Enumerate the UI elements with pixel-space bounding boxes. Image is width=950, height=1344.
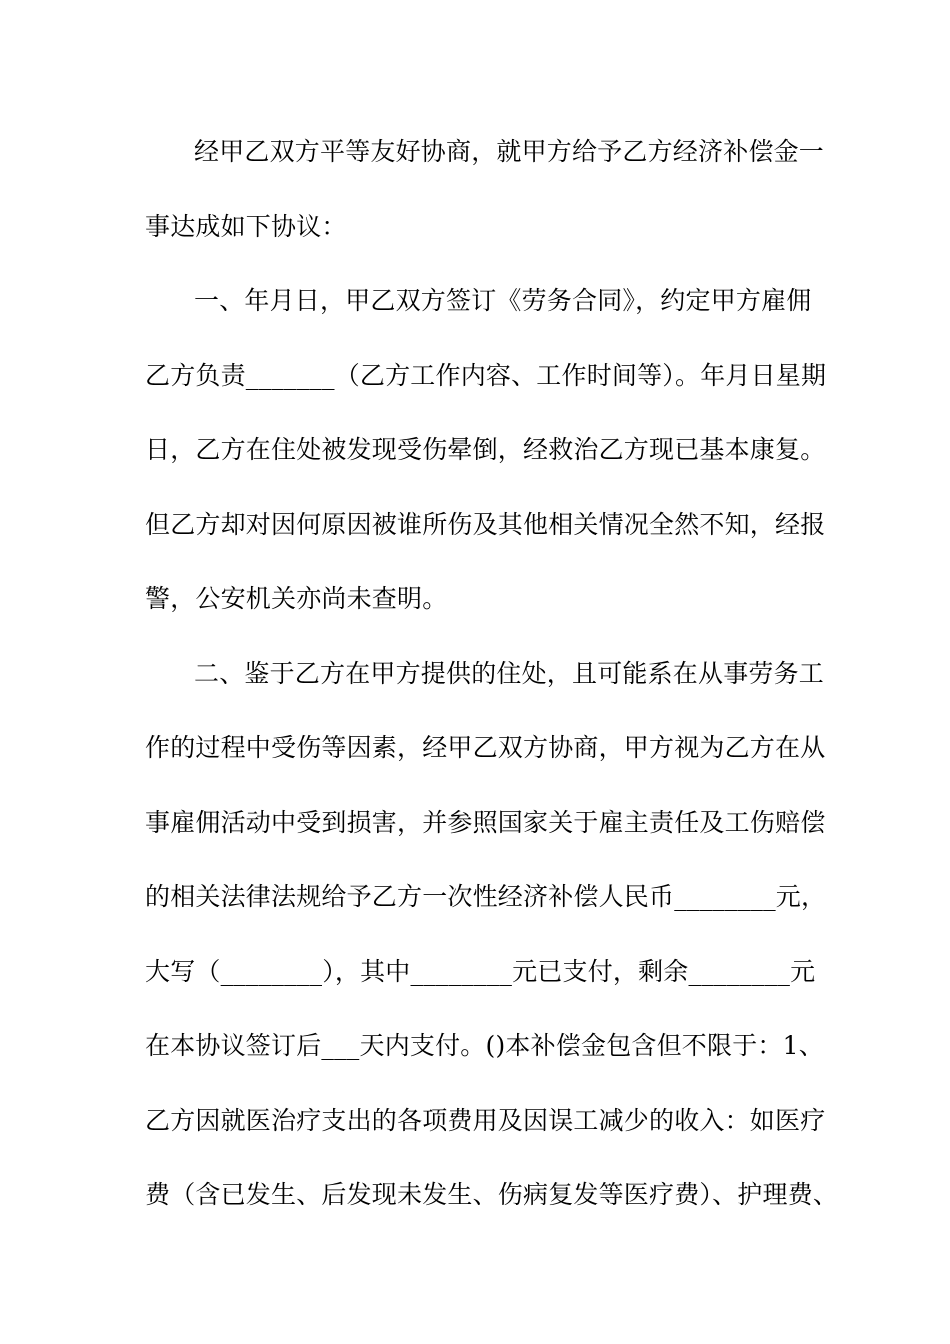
paragraph-line: 日，乙方在住处被发现受伤晕倒，经救治乙方现已基本康复。 [145,435,826,464]
paragraph-line: 乙方因就医治疗支出的各项费用及因误工减少的收入：如医疗 [145,1105,826,1135]
paragraph-line: 大写（________），其中________元已支付，剩余________元 [145,956,816,986]
paragraph-line: 经甲乙双方平等友好协商，就甲方给予乙方经济补偿金一 [194,137,825,166]
paragraph-line: 乙方负责_______（乙方工作内容、工作时间等）。年月日星期 [145,360,827,390]
paragraph-line: 一、年月日，甲乙双方签订《劳务合同》，约定甲方雇佣 [194,286,812,315]
agreement-body [145,128,839,1246]
paragraph-line: 但乙方却对因何原因被谁所伤及其他相关情况全然不知，经报 [145,509,826,539]
paragraph-line: 二、鉴于乙方在甲方提供的住处，且可能系在从事劳务工 [194,658,825,688]
paragraph-line: 的相关法律法规给予乙方一次性经济补偿人民币________元， [145,882,827,911]
paragraph-line: 事达成如下协议： [145,211,347,241]
paragraph-line: 作的过程中受伤等因素，经甲乙双方协商，甲方视为乙方在从 [145,733,826,762]
paragraph-line: 费（含已发生、后发现未发生、伤病复发等医疗费）、护理费、 [145,1180,839,1209]
paragraph-line: 在本协议签订后___天内支付。()本补偿金包含但不限于：1、 [145,1031,824,1060]
paragraph-line: 事雇佣活动中受到损害，并参照国家关于雇主责任及工伤赔偿 [145,807,826,837]
paragraph-line: 警，公安机关亦尚未查明。 [145,584,448,613]
